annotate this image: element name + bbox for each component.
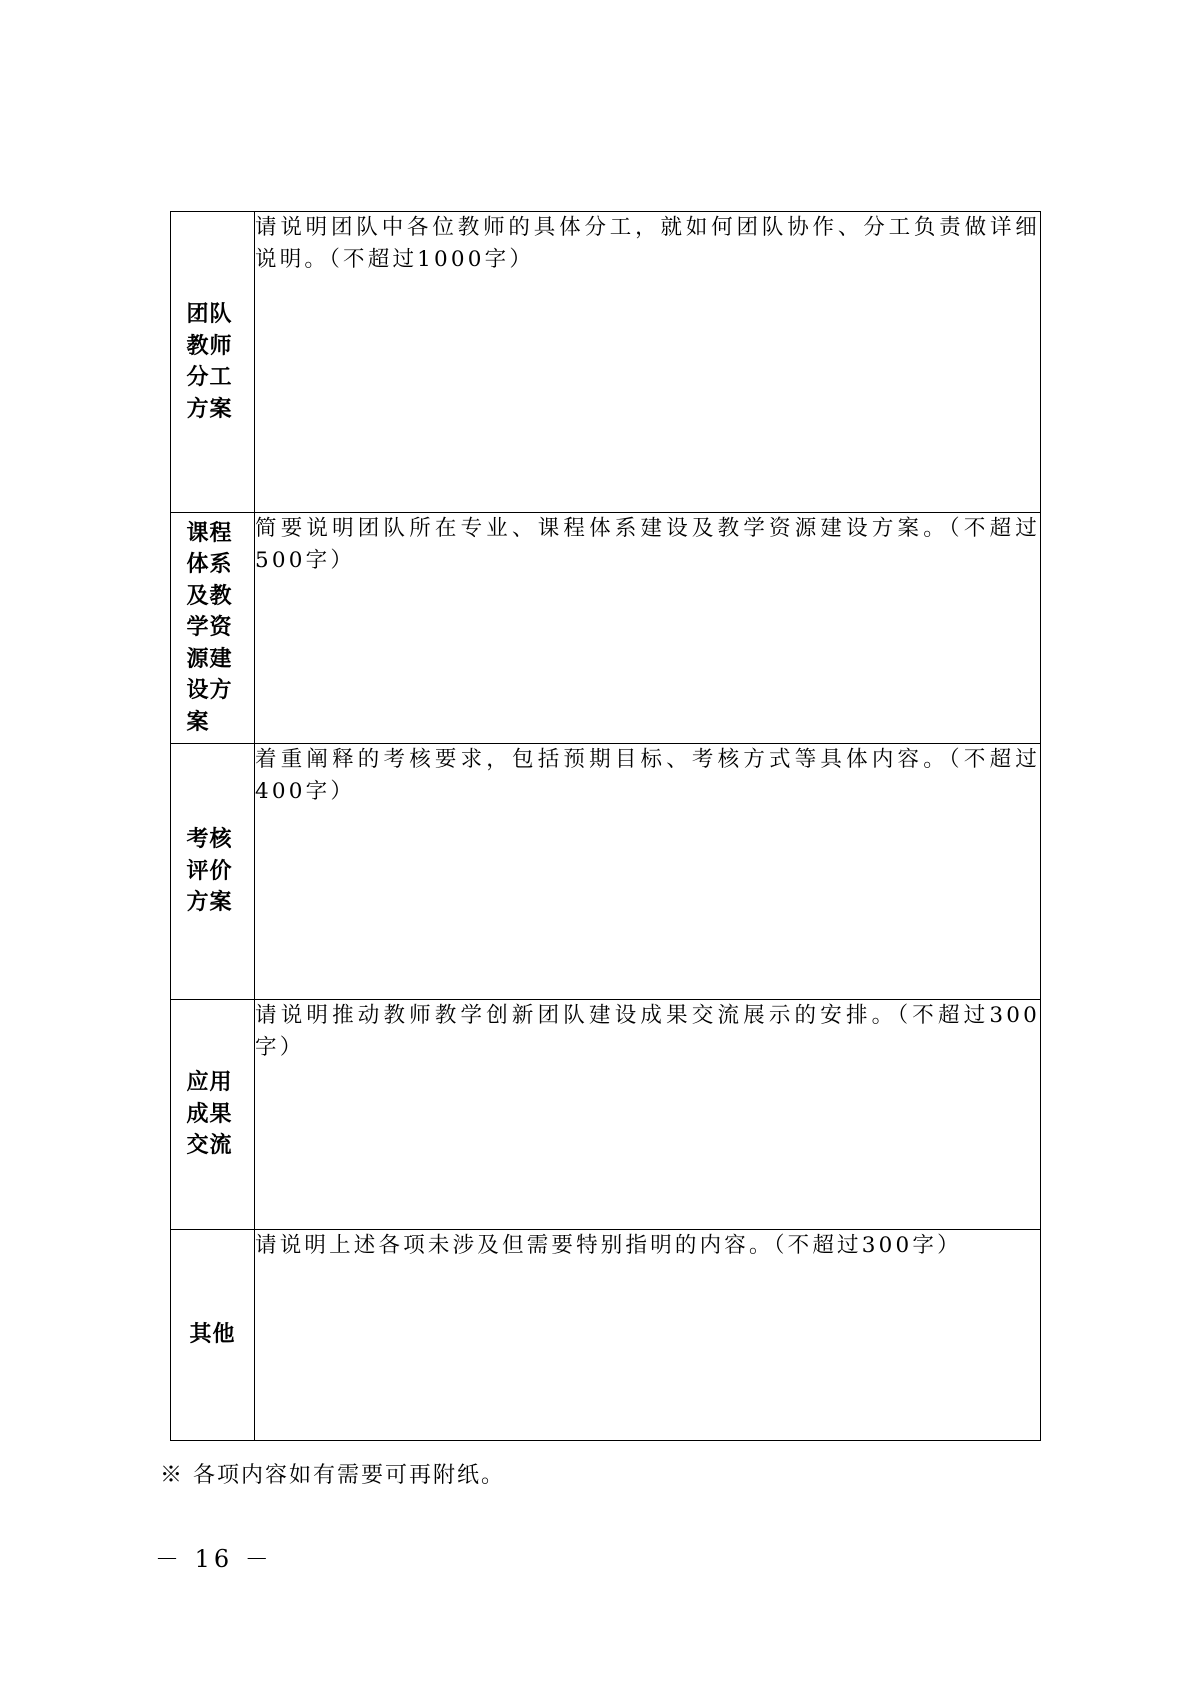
row-label-text: 团队教师分工方案 — [186, 301, 233, 422]
row-label-other — [171, 1230, 255, 1441]
page-number: － 16 － — [155, 1545, 273, 1573]
row-prompt-text: 简要说明团队所在专业、课程体系建设及教学资源建设方案。（不超过500字） — [255, 516, 1040, 573]
row-label-text: 应用成果交流 — [186, 1069, 233, 1159]
row-content-team-division[interactable] — [255, 212, 1041, 513]
row-prompt-text: 请说明团队中各位教师的具体分工，就如何团队协作、分工负责做详细说明。（不超过1000字） — [255, 215, 1040, 272]
row-label-assessment — [171, 744, 255, 1000]
row-label-results-exchange — [171, 1000, 255, 1230]
row-label-text: 考核评价方案 — [186, 826, 233, 916]
row-prompt-text: 请说明上述各项未涉及但需要特别指明的内容。（不超过300字） — [255, 1233, 962, 1258]
table-row — [171, 1230, 1041, 1441]
row-content-results-exchange[interactable] — [255, 1000, 1041, 1230]
row-label-text: 课程体系及教学资源建设方案 — [186, 519, 233, 735]
row-content-other[interactable] — [255, 1230, 1041, 1441]
row-label-team-division — [171, 212, 255, 513]
row-content-assessment[interactable] — [255, 744, 1041, 1000]
table-row — [171, 1000, 1041, 1230]
footnote: ※ 各项内容如有需要可再附纸。 — [160, 1463, 505, 1488]
table-row — [171, 744, 1041, 1000]
application-form-table — [170, 211, 1041, 1441]
row-label-text: 其他 — [189, 1321, 236, 1348]
row-prompt-text: 请说明推动教师教学创新团队建设成果交流展示的安排。（不超过300字） — [255, 1003, 1040, 1060]
table-row — [171, 212, 1041, 513]
row-prompt-text: 着重阐释的考核要求，包括预期目标、考核方式等具体内容。（不超过400字） — [255, 747, 1040, 804]
table-row — [171, 513, 1041, 744]
row-label-curriculum — [171, 513, 255, 744]
row-content-curriculum[interactable] — [255, 513, 1041, 744]
